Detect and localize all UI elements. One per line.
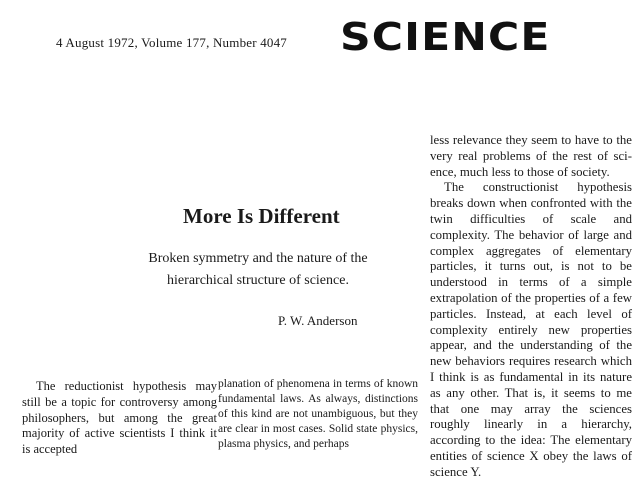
article-title: More Is Different bbox=[183, 204, 340, 228]
column-3-paragraph-1: less relevance they seem to have to the very real problems of the rest of science, much less to those of society. bbox=[430, 133, 632, 179]
journal-masthead: SCIENCE bbox=[340, 15, 551, 59]
text-column-2 bbox=[218, 377, 418, 452]
text-column-1 bbox=[22, 379, 217, 458]
article-author: P. W. Anderson bbox=[278, 313, 358, 328]
text-column-3 bbox=[430, 133, 632, 481]
column-3-paragraph-2: The constructionist hypothesis breaks down when confronted with the twin difficulties of scale and complexity. The behavior of large and complex aggregates of elementary particles, it turns out, is not to be understood in terms of a simple extrapolation of the properties of a few particles. Instead, at each level of complexity entirely new properties appear, and the understanding of the new behaviors requires research which I think is as fundamental in its nature as any other. That is, it seems to me that one may array the sciences roughly linearly in a hierarchy, according to the idea: The elementary entities of science X obey the laws of science Y. bbox=[430, 180, 632, 479]
issue-line: 4 August 1972, Volume 177, Number 4047 bbox=[56, 35, 288, 50]
column-1-paragraph: The reductionist hypothesis may still be a topic for controversy among philosophers, but among the great majority of active scientists I think it is accepted bbox=[22, 379, 217, 457]
column-2-paragraph: planation of phenomena in terms of known fundamental laws. As always, distinctions of this kind are not unambiguous, but they are clear in most cases. Solid state physics, plasma physics, and perhaps bbox=[218, 378, 418, 450]
article-subtitle: Broken symmetry and the nature of the hierarchical structure of science. bbox=[148, 251, 368, 288]
